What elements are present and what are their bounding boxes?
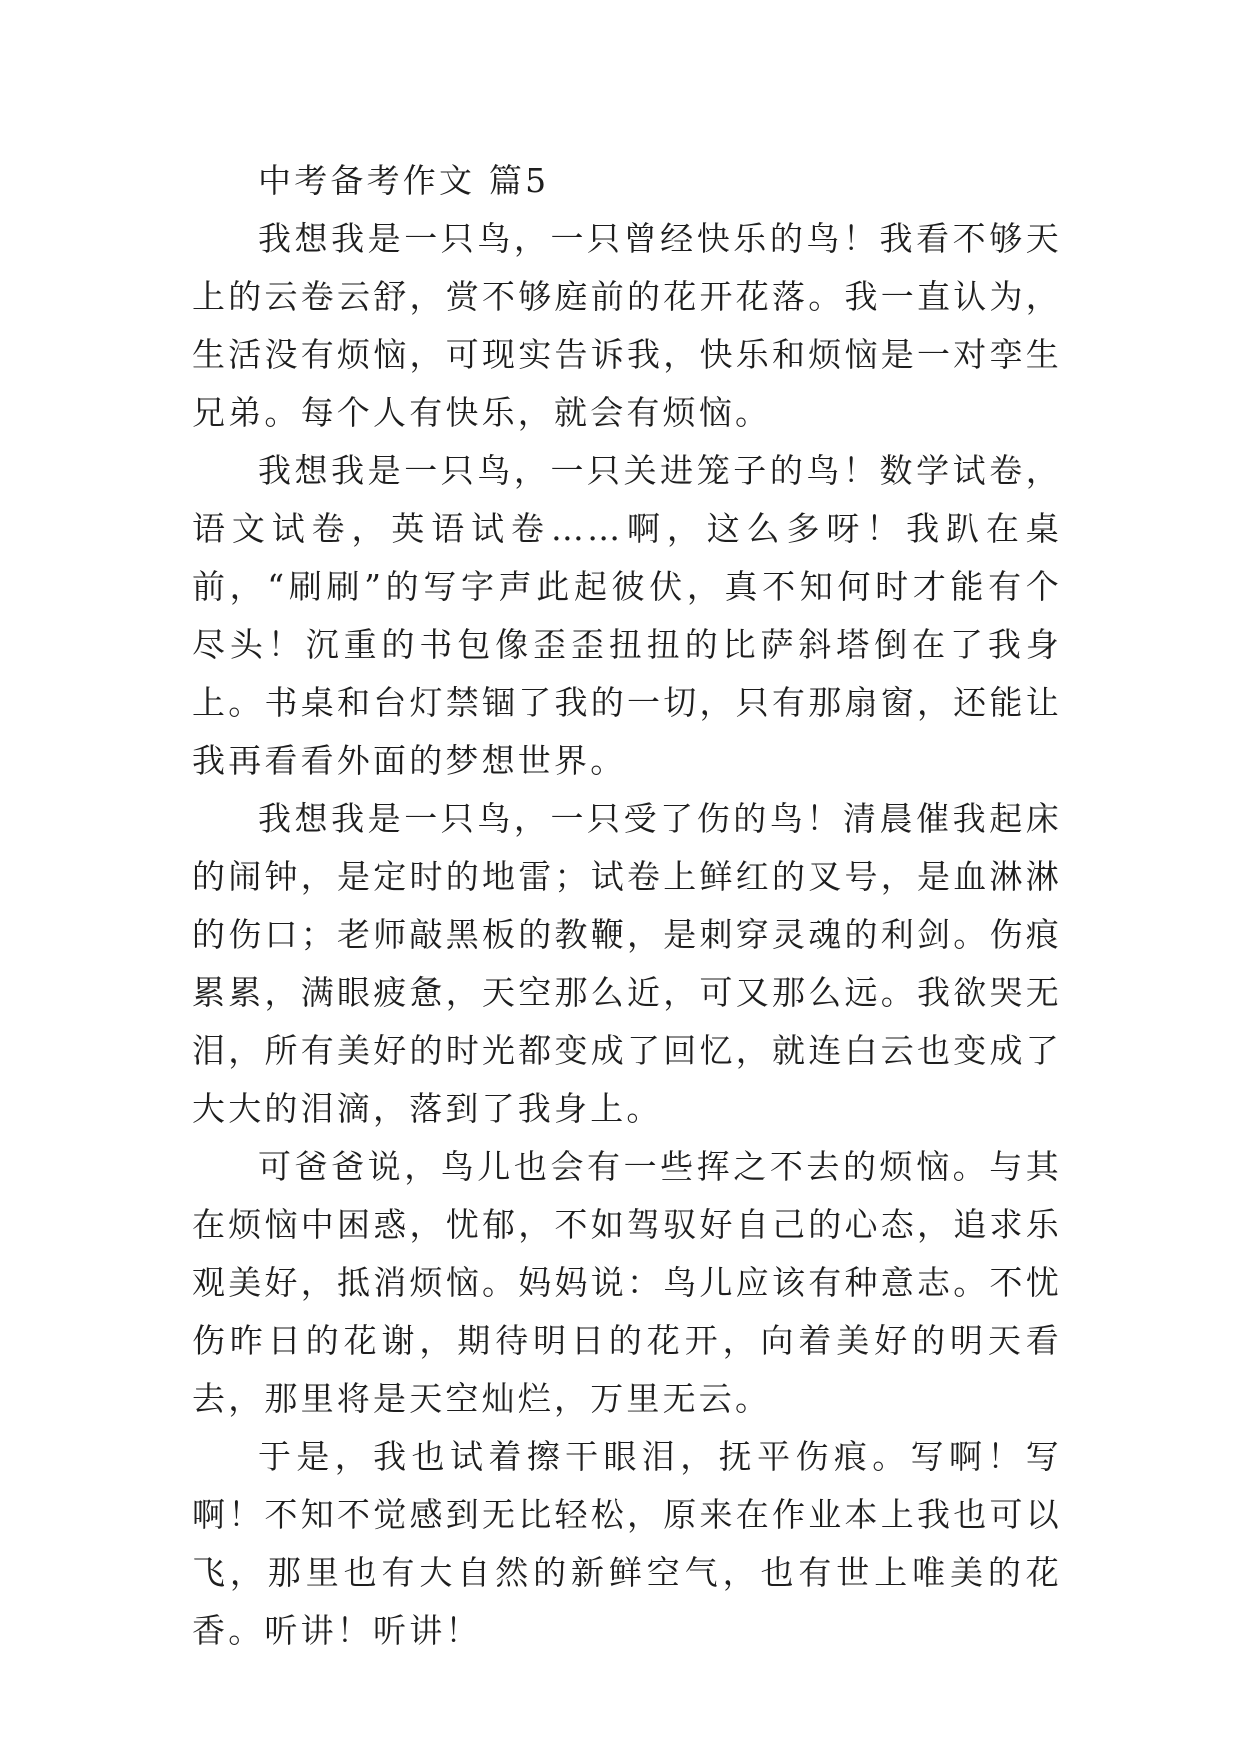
essay-body — [192, 152, 1062, 1660]
essay-paragraph-4: 可爸爸说，鸟儿也会有一些挥之不去的烦恼。与其在烦恼中困惑，忧郁，不如驾驭好自己的心态，追求乐观美好，抵消烦恼。妈妈说：鸟儿应该有种意志。不忧伤昨日的花谢，期待明日的花开，向着美好的明天看去，那里将是天空灿烂，万里无云。 — [192, 1147, 1062, 1418]
essay-paragraph-5: 于是，我也试着擦干眼泪，抚平伤痕。写啊！写啊！不知不觉感到无比轻松，原来在作业本上我也可以飞，那里也有大自然的新鲜空气，也有世上唯美的花香。听讲！听讲！ — [192, 1437, 1062, 1650]
essay-heading: 中考备考作文 篇5 — [258, 161, 550, 200]
essay-paragraph-2: 我想我是一只鸟，一只关进笼子的鸟！数学试卷，语文试卷，英语试卷……啊，这么多呀！我趴在桌前，“刷刷”的写字声此起彼伏，真不知何时才能有个尽头！沉重的书包像歪歪扭扭的比萨斜塔倒在了我身上。书桌和台灯禁锢了我的一切，只有那扇窗，还能让我再看看外面的梦想世界。 — [192, 451, 1062, 780]
essay-paragraph-3: 我想我是一只鸟，一只受了伤的鸟！清晨催我起床的闹钟，是定时的地雷；试卷上鲜红的叉号，是血淋淋的伤口；老师敲黑板的教鞭，是刺穿灵魂的利剑。伤痕累累，满眼疲惫，天空那么近，可又那么远。我欲哭无泪，所有美好的时光都变成了回忆，就连白云也变成了大大的泪滴，落到了我身上。 — [192, 799, 1062, 1128]
essay-paragraph-1: 我想我是一只鸟，一只曾经快乐的鸟！我看不够天上的云卷云舒，赏不够庭前的花开花落。我一直认为，生活没有烦恼，可现实告诉我，快乐和烦恼是一对孪生兄弟。每个人有快乐，就会有烦恼。 — [192, 219, 1062, 432]
